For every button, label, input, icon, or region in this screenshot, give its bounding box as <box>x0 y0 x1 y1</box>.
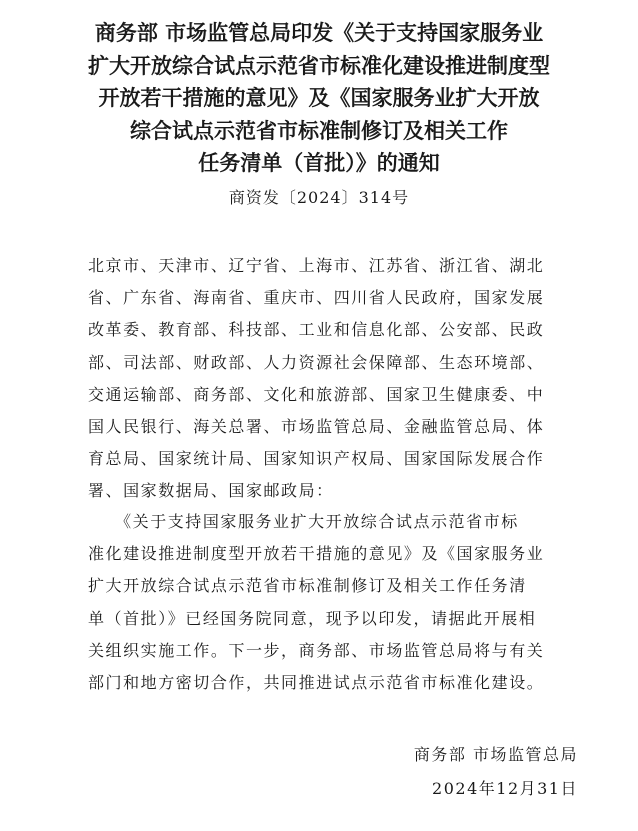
addressee-line: 改革委、教育部、科技部、工业和信息化部、公安部、民政 <box>88 320 545 340</box>
addressee-line: 北京市、天津市、辽宁省、上海市、江苏省、浙江省、湖北 <box>88 256 545 275</box>
body-line: 部门和地方密切合作，共同推进试点示范省市标准化建设。 <box>88 673 545 693</box>
title-line: 任务清单（首批）》的通知 <box>198 151 440 175</box>
addressee-line: 国人民银行、海关总署、市场监管总局、金融监管总局、体 <box>88 417 545 437</box>
addressee-line: 省、广东省、海南省、重庆市、四川省人民政府，国家发展 <box>88 288 545 308</box>
title-line: 综合试点示范省市标准制修订及相关工作 <box>130 118 508 143</box>
addressee-line: 交通运输部、商务部、文化和旅游部、国家卫生健康委、中 <box>88 384 545 404</box>
signature-block <box>414 738 578 806</box>
issuing-authorities: 商务部 市场监管总局 <box>413 745 578 764</box>
addressee-line: 部、司法部、财政部、人力资源社会保障部、生态环境部、 <box>88 352 545 372</box>
addressee-line: 育总局、国家统计局、国家知识产权局、国家国际发展合作 <box>88 449 545 469</box>
document-title <box>40 17 598 180</box>
body-paragraph <box>88 506 588 699</box>
title-line: 商务部 市场监管总局印发《关于支持国家服务业 <box>94 21 544 45</box>
body-line: 《关于支持国家服务业扩大开放综合试点示范省市标 <box>88 512 519 531</box>
body-line: 准化建设推进制度型开放若干措施的意见》及《国家服务业 <box>88 544 545 564</box>
body-line: 单（首批）》已经国务院同意，现予以印发，请据此开展相 <box>88 608 537 628</box>
title-line: 开放若干措施的意见》及《国家服务业扩大开放 <box>98 86 540 110</box>
addressee-line: 署、国家数据局、国家邮政局： <box>88 481 334 501</box>
body-line: 扩大开放综合试点示范省市标准制修订及相关工作任务清 <box>88 576 527 596</box>
body-line: 关组织实施工作。下一步，商务部、市场监管总局将与有关 <box>88 640 545 660</box>
title-line: 扩大开放综合试点示范省市标准化建设推进制度型 <box>88 53 550 78</box>
addressee-block <box>88 250 588 508</box>
document-number: 商资发〔2024〕314号 <box>228 188 410 207</box>
issue-date: 2024年12月31日 <box>432 779 578 798</box>
